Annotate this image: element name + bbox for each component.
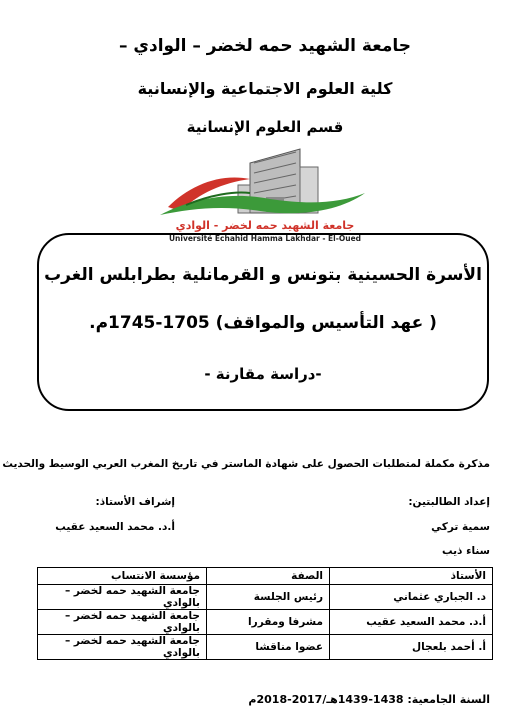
supervisor-name: أ.د. محمد السعيد عقيب bbox=[55, 521, 175, 533]
thesis-title-line2: ( عهد التأسيس والمواقف) 1705-1745م. bbox=[89, 313, 437, 333]
memo-description: مذكرة مكملة لمتطلبات الحصول على شهادة الماستر في تاريخ المغرب العربي الوسيط والحديث bbox=[2, 458, 490, 470]
table-row bbox=[38, 635, 493, 660]
department-name: قسم العلوم الإنسانية bbox=[186, 118, 344, 136]
thesis-title-box bbox=[37, 233, 489, 411]
university-logo bbox=[150, 145, 380, 245]
jury-member-institution: جامعة الشهيد حمه لخضر – بالوادي bbox=[38, 610, 207, 635]
column-header: مؤسسة الانتساب bbox=[38, 568, 207, 585]
logo-arabic-name: جامعة الشهيد حمه لخضر - الوادي bbox=[175, 219, 355, 232]
jury-member-name: أ.د. محمد السعيد عقيب bbox=[330, 610, 493, 635]
university-name: جامعة الشهيد حمه لخضر – الوادي – bbox=[119, 36, 411, 56]
supervisor-label: إشراف الأستاذ: bbox=[95, 496, 175, 508]
thesis-title-line1: الأسرة الحسينية بتونس و القرمانلية بطرابلس الغرب bbox=[44, 265, 482, 285]
thesis-title-line3: -دراسة مقارنة - bbox=[204, 365, 322, 383]
jury-table bbox=[37, 567, 493, 660]
jury-member-institution: جامعة الشهيد حمه لخضر – بالوادي bbox=[38, 635, 207, 660]
jury-member-name: د. الجباري عثماني bbox=[330, 585, 493, 610]
logo-latin-name: Université Echahid Hamma Lakhdar - El-Oued bbox=[168, 234, 362, 243]
column-header: الأستاذ bbox=[330, 568, 493, 585]
student-name: سناء ذيب bbox=[441, 545, 490, 557]
jury-member-role: عضوا مناقشا bbox=[207, 635, 330, 660]
jury-member-role: مشرفا ومقررا bbox=[207, 610, 330, 635]
column-header: الصفة bbox=[207, 568, 330, 585]
faculty-name: كلية العلوم الاجتماعية والإنسانية bbox=[137, 79, 393, 98]
table-header-row bbox=[38, 568, 493, 585]
jury-member-role: رئيس الجلسة bbox=[207, 585, 330, 610]
table-row bbox=[38, 610, 493, 635]
jury-member-name: أ. أحمد بلعجال bbox=[330, 635, 493, 660]
table-row bbox=[38, 585, 493, 610]
student-name: سمية تركي bbox=[431, 521, 490, 533]
prepared-by-label: إعداد الطالبتين: bbox=[408, 496, 490, 508]
academic-year: السنة الجامعية: 1438-1439هـ/2017-2018م bbox=[248, 693, 490, 706]
jury-member-institution: جامعة الشهيد حمه لخضر – بالوادي bbox=[38, 585, 207, 610]
